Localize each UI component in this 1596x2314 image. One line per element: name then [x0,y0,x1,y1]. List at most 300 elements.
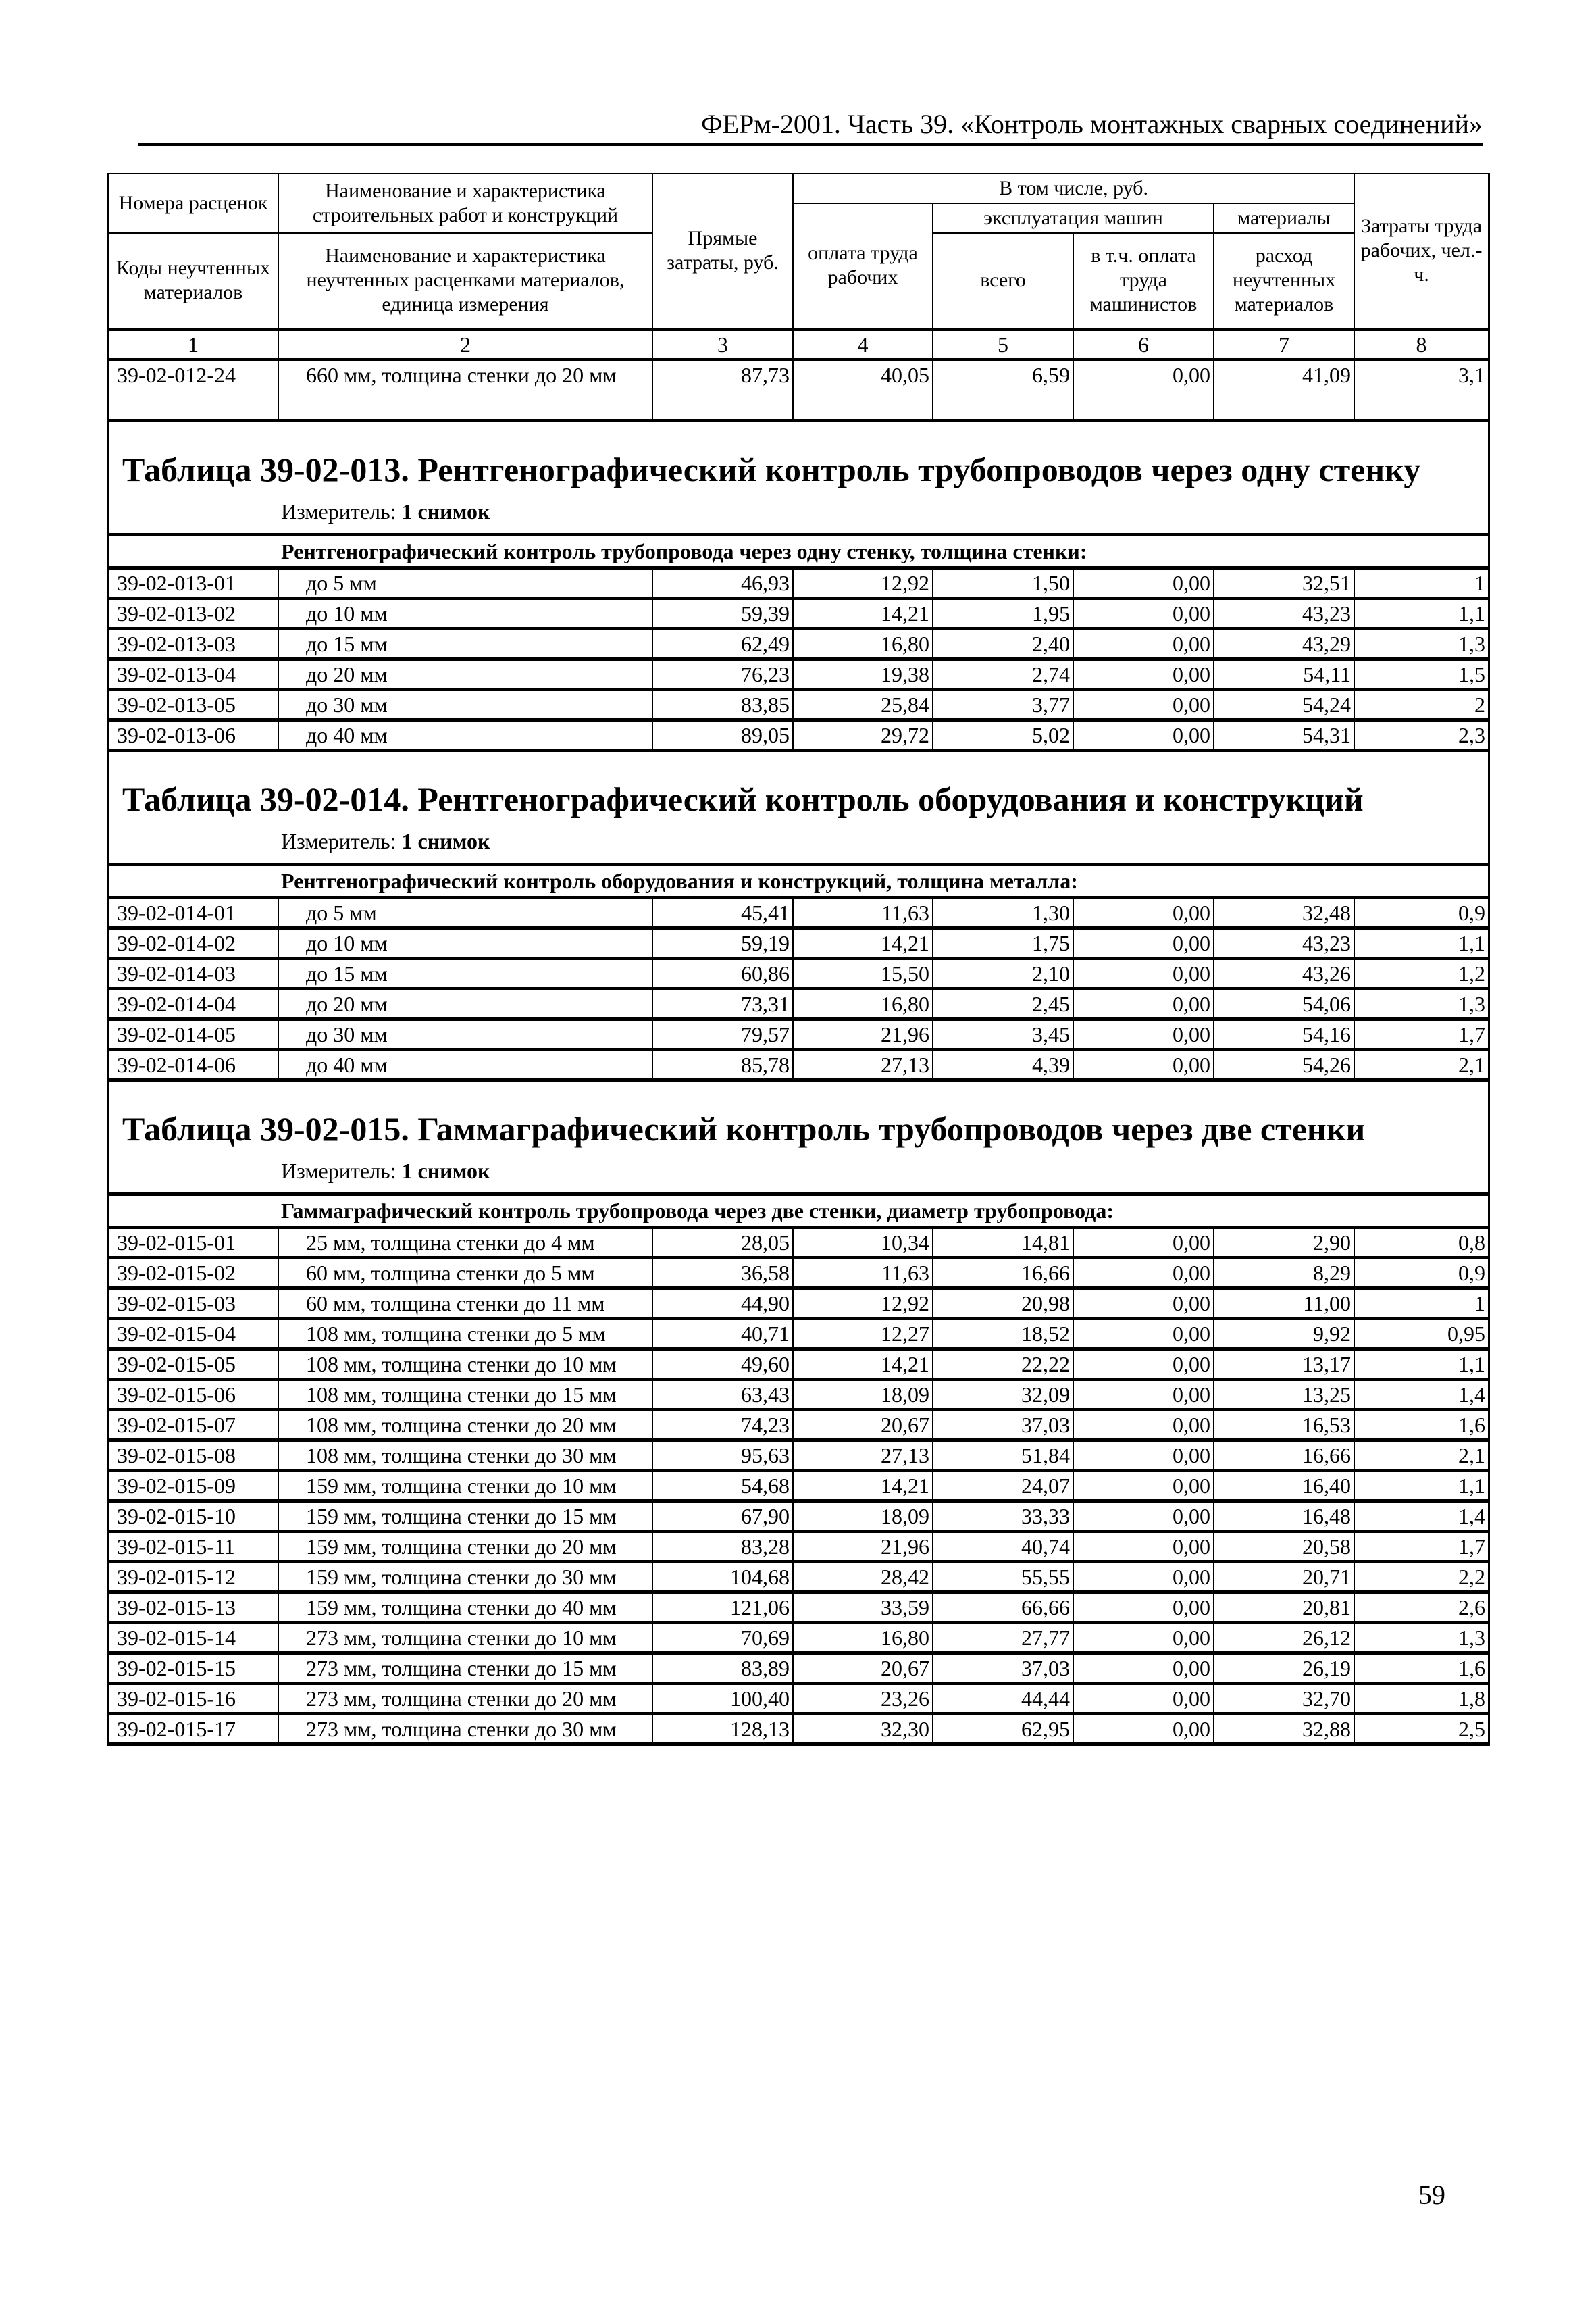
rate-name: до 15 мм [278,958,652,988]
labor-pay: 19,38 [793,659,933,689]
measure-label: Измеритель: [281,499,396,524]
rate-code: 39-02-015-16 [109,1683,278,1713]
measure-line [109,490,1488,533]
rate-code: 39-02-013-01 [109,568,278,598]
page-number: 59 [1418,2180,1445,2210]
machinists-pay: 0,00 [1073,689,1214,720]
labor-pay: 12,27 [793,1318,933,1349]
labor-pay: 16,80 [793,628,933,659]
header-col1-top: Номера расценок [109,174,278,233]
table-subheading-row [109,1194,1488,1227]
rate-name: 108 мм, толщина стенки до 20 мм [278,1409,652,1440]
rate-code: 39-02-015-10 [109,1501,278,1531]
table-row [109,1257,1488,1288]
machinists-pay: 0,00 [1073,1257,1214,1288]
machines-total: 66,66 [933,1592,1073,1622]
rate-name: до 15 мм [278,628,652,659]
direct-costs: 63,43 [652,1379,793,1409]
machinists-pay: 0,00 [1073,1531,1214,1561]
machines-total: 2,40 [933,628,1073,659]
rate-name: 108 мм, толщина стенки до 15 мм [278,1379,652,1409]
materials: 54,06 [1214,988,1354,1019]
direct-costs: 45,41 [652,897,793,928]
rate-code: 39-02-015-12 [109,1561,278,1592]
direct-costs: 74,23 [652,1409,793,1440]
labor-hours: 1,3 [1354,628,1488,659]
header-col1-bottom: Коды неучтенных материалов [109,233,278,329]
labor-pay: 32,30 [793,1713,933,1744]
header-col4: оплата труда рабочих [793,203,933,329]
running-head: ФЕРм-2001. Часть 39. «Контроль монтажных сварных соединений» [701,109,1483,139]
col-number: 4 [793,329,933,359]
table-title: Таблица 39-02-014. Рентгенографический контроль оборудования и конструкций [122,780,1364,818]
labor-hours: 1,2 [1354,958,1488,988]
labor-pay: 40,05 [793,359,933,420]
labor-hours: 1,1 [1354,598,1488,628]
machines-total: 5,02 [933,720,1073,750]
rate-name: до 5 мм [278,897,652,928]
direct-costs: 44,90 [652,1288,793,1318]
labor-pay: 27,13 [793,1049,933,1080]
header-col2-top: Наименование и характеристика строительных работ и конструкций [278,174,652,233]
table-row [109,1501,1488,1531]
direct-costs: 121,06 [652,1592,793,1622]
labor-hours: 0,9 [1354,897,1488,928]
rate-name: 273 мм, толщина стенки до 15 мм [278,1653,652,1683]
labor-hours: 1,7 [1354,1531,1488,1561]
rate-code: 39-02-013-06 [109,720,278,750]
labor-pay: 25,84 [793,689,933,720]
direct-costs: 95,63 [652,1440,793,1470]
labor-hours: 2 [1354,689,1488,720]
col-number: 5 [933,329,1073,359]
table-row [109,598,1488,628]
measure-value: 1 снимок [401,1158,490,1183]
labor-pay: 14,21 [793,928,933,958]
machines-total: 2,74 [933,659,1073,689]
header-col7: расход неучтенных материалов [1214,233,1354,329]
table-row [109,1349,1488,1379]
machinists-pay: 0,00 [1073,1288,1214,1318]
rate-name: 108 мм, толщина стенки до 5 мм [278,1318,652,1349]
materials: 26,19 [1214,1653,1354,1683]
machines-total: 4,39 [933,1049,1073,1080]
rate-name: до 40 мм [278,720,652,750]
machines-total: 51,84 [933,1440,1073,1470]
rate-name: до 30 мм [278,1019,652,1049]
machinists-pay: 0,00 [1073,988,1214,1019]
direct-costs: 49,60 [652,1349,793,1379]
materials: 16,40 [1214,1470,1354,1501]
rate-name: 273 мм, толщина стенки до 20 мм [278,1683,652,1713]
table-row [109,568,1488,598]
labor-hours: 3,1 [1354,359,1488,420]
table-row [109,1409,1488,1440]
table-row [109,659,1488,689]
direct-costs: 87,73 [652,359,793,420]
table-row [109,928,1488,958]
rate-code: 39-02-014-05 [109,1019,278,1049]
labor-hours: 2,2 [1354,1561,1488,1592]
machines-total: 32,09 [933,1379,1073,1409]
labor-hours: 1,7 [1354,1019,1488,1049]
materials: 54,16 [1214,1019,1354,1049]
machines-total: 2,45 [933,988,1073,1019]
col-number: 3 [652,329,793,359]
measure-label: Измеритель: [281,828,396,853]
machinists-pay: 0,00 [1073,720,1214,750]
table-row [109,628,1488,659]
machines-total: 44,44 [933,1683,1073,1713]
materials: 20,71 [1214,1561,1354,1592]
measure-value: 1 снимок [401,499,490,524]
materials: 32,51 [1214,568,1354,598]
materials: 54,31 [1214,720,1354,750]
direct-costs: 62,49 [652,628,793,659]
measure-value: 1 снимок [401,828,490,853]
direct-costs: 60,86 [652,958,793,988]
machines-total: 62,95 [933,1713,1073,1744]
table-title: Таблица 39-02-013. Рентгенографический контроль трубопроводов через одну стенку [122,450,1421,488]
table-row [109,1049,1488,1080]
rate-code: 39-02-015-13 [109,1592,278,1622]
labor-hours: 2,1 [1354,1049,1488,1080]
labor-pay: 14,21 [793,1349,933,1379]
rate-code: 39-02-015-08 [109,1440,278,1470]
machinists-pay: 0,00 [1073,958,1214,988]
rate-name: до 5 мм [278,568,652,598]
rate-code: 39-02-015-15 [109,1653,278,1683]
table-row [109,1318,1488,1349]
table-subheading: Рентгенографический контроль трубопровода через одну стенку, толщина стенки: [109,534,1488,568]
header-col6: в т.ч. оплата труда машинистов [1073,233,1214,329]
rate-code: 39-02-014-03 [109,958,278,988]
labor-hours: 0,8 [1354,1227,1488,1257]
rate-name: до 10 мм [278,928,652,958]
machines-total: 16,66 [933,1257,1073,1288]
materials: 2,90 [1214,1227,1354,1257]
direct-costs: 46,93 [652,568,793,598]
labor-hours: 1,8 [1354,1683,1488,1713]
labor-pay: 20,67 [793,1409,933,1440]
table-row [109,1019,1488,1049]
materials: 16,66 [1214,1440,1354,1470]
rate-code: 39-02-014-01 [109,897,278,928]
rate-name: до 20 мм [278,659,652,689]
table-subheading: Рентгенографический контроль оборудования и конструкций, толщина металла: [109,864,1488,897]
machines-total: 1,50 [933,568,1073,598]
machinists-pay: 0,00 [1073,1440,1214,1470]
labor-pay: 12,92 [793,1288,933,1318]
direct-costs: 59,39 [652,598,793,628]
direct-costs: 83,28 [652,1531,793,1561]
rate-code: 39-02-014-02 [109,928,278,958]
labor-pay: 28,42 [793,1561,933,1592]
labor-hours: 1,5 [1354,659,1488,689]
rates-table [109,173,1488,1746]
machinists-pay: 0,00 [1073,1019,1214,1049]
machinists-pay: 0,00 [1073,1561,1214,1592]
rate-name: 660 мм, толщина стенки до 20 мм [278,359,652,420]
labor-hours: 1,3 [1354,988,1488,1019]
direct-costs: 67,90 [652,1501,793,1531]
labor-pay: 15,50 [793,958,933,988]
machines-total: 1,95 [933,598,1073,628]
machines-total: 40,74 [933,1531,1073,1561]
rate-name: 159 мм, толщина стенки до 20 мм [278,1531,652,1561]
machines-total: 37,03 [933,1653,1073,1683]
rate-name: 159 мм, толщина стенки до 30 мм [278,1561,652,1592]
direct-costs: 54,68 [652,1470,793,1501]
labor-hours: 2,1 [1354,1440,1488,1470]
direct-costs: 83,89 [652,1653,793,1683]
table-section-header [109,420,1488,534]
measure-line [109,820,1488,863]
rate-code: 39-02-015-06 [109,1379,278,1409]
table-row [109,720,1488,750]
machines-total: 1,75 [933,928,1073,958]
labor-pay: 33,59 [793,1592,933,1622]
table-subheading-row [109,534,1488,568]
rate-name: 108 мм, толщина стенки до 10 мм [278,1349,652,1379]
table-title: Таблица 39-02-015. Гаммаграфический контроль трубопроводов через две стенки [122,1109,1366,1148]
materials: 26,12 [1214,1622,1354,1653]
rate-code: 39-02-015-03 [109,1288,278,1318]
col-number: 2 [278,329,652,359]
rate-name: 159 мм, толщина стенки до 15 мм [278,1501,652,1531]
labor-pay: 14,21 [793,1470,933,1501]
labor-hours: 1,1 [1354,928,1488,958]
labor-pay: 16,80 [793,1622,933,1653]
measure-line [109,1149,1488,1192]
rate-name: 273 мм, толщина стенки до 30 мм [278,1713,652,1744]
col-number: 6 [1073,329,1214,359]
table-row [109,1531,1488,1561]
col-number: 1 [109,329,278,359]
header-col5: всего [933,233,1073,329]
rate-name: до 10 мм [278,598,652,628]
machinists-pay: 0,00 [1073,568,1214,598]
machines-total: 1,30 [933,897,1073,928]
machines-total: 55,55 [933,1561,1073,1592]
rate-code: 39-02-013-05 [109,689,278,720]
machinists-pay: 0,00 [1073,628,1214,659]
direct-costs: 100,40 [652,1683,793,1713]
machinists-pay: 0,00 [1073,928,1214,958]
rate-code: 39-02-014-06 [109,1049,278,1080]
materials: 43,26 [1214,958,1354,988]
materials: 32,88 [1214,1713,1354,1744]
rate-code: 39-02-015-14 [109,1622,278,1653]
labor-hours: 2,3 [1354,720,1488,750]
materials: 32,48 [1214,897,1354,928]
rate-name: 159 мм, толщина стенки до 10 мм [278,1470,652,1501]
machinists-pay: 0,00 [1073,598,1214,628]
table-section-header [109,750,1488,864]
rate-code: 39-02-012-24 [109,359,278,420]
machines-total: 24,07 [933,1470,1073,1501]
labor-hours: 1,1 [1354,1470,1488,1501]
header-col2-bottom: Наименование и характеристика неучтенных расценками материалов, единица измерения [278,233,652,329]
table-section-header [109,1080,1488,1194]
table-row [109,1683,1488,1713]
rate-code: 39-02-015-05 [109,1349,278,1379]
direct-costs: 79,57 [652,1019,793,1049]
machinists-pay: 0,00 [1073,1501,1214,1531]
table-row [109,1653,1488,1683]
rate-code: 39-02-015-02 [109,1257,278,1288]
machines-total: 27,77 [933,1622,1073,1653]
table-row [109,1470,1488,1501]
rate-code: 39-02-013-03 [109,628,278,659]
materials: 16,48 [1214,1501,1354,1531]
column-numbers-row [109,329,1488,359]
materials: 9,92 [1214,1318,1354,1349]
labor-pay: 20,67 [793,1653,933,1683]
labor-hours: 0,9 [1354,1257,1488,1288]
machinists-pay: 0,00 [1073,1653,1214,1683]
machines-total: 3,77 [933,689,1073,720]
machines-total: 22,22 [933,1349,1073,1379]
machinists-pay: 0,00 [1073,1409,1214,1440]
labor-pay: 11,63 [793,897,933,928]
rate-code: 39-02-013-02 [109,598,278,628]
table-row [109,1379,1488,1409]
machinists-pay: 0,00 [1073,1622,1214,1653]
rate-name: до 20 мм [278,988,652,1019]
labor-hours: 1 [1354,1288,1488,1318]
rate-code: 39-02-013-04 [109,659,278,689]
labor-pay: 16,80 [793,988,933,1019]
rate-code: 39-02-015-09 [109,1470,278,1501]
labor-pay: 23,26 [793,1683,933,1713]
machinists-pay: 0,00 [1073,1470,1214,1501]
materials: 16,53 [1214,1409,1354,1440]
table-row [109,988,1488,1019]
direct-costs: 40,71 [652,1318,793,1349]
labor-hours: 1,1 [1354,1349,1488,1379]
labor-hours: 1,4 [1354,1379,1488,1409]
direct-costs: 36,58 [652,1257,793,1288]
labor-pay: 18,09 [793,1501,933,1531]
rate-name: 108 мм, толщина стенки до 30 мм [278,1440,652,1470]
direct-costs: 128,13 [652,1713,793,1744]
machines-total: 33,33 [933,1501,1073,1531]
materials: 43,23 [1214,928,1354,958]
machinists-pay: 0,00 [1073,1379,1214,1409]
rate-name: 273 мм, толщина стенки до 10 мм [278,1622,652,1653]
table-row [109,1288,1488,1318]
labor-hours: 1,3 [1354,1622,1488,1653]
rate-code: 39-02-015-07 [109,1409,278,1440]
machines-total: 3,45 [933,1019,1073,1049]
table-row [109,1440,1488,1470]
materials: 41,09 [1214,359,1354,420]
labor-pay: 21,96 [793,1531,933,1561]
col-number: 7 [1214,329,1354,359]
rate-code: 39-02-015-01 [109,1227,278,1257]
direct-costs: 104,68 [652,1561,793,1592]
labor-pay: 11,63 [793,1257,933,1288]
materials: 13,17 [1214,1349,1354,1379]
header-rule [138,143,1483,146]
direct-costs: 59,19 [652,928,793,958]
table-row [109,1592,1488,1622]
labor-pay: 14,21 [793,598,933,628]
direct-costs: 73,31 [652,988,793,1019]
header-col8: Затраты труда рабочих, чел.-ч. [1354,174,1488,329]
machines-total: 37,03 [933,1409,1073,1440]
machinists-pay: 0,00 [1073,1713,1214,1744]
rate-name: 25 мм, толщина стенки до 4 мм [278,1227,652,1257]
header-machines-label: эксплуатация машин [933,203,1214,233]
direct-costs: 83,85 [652,689,793,720]
table-row [109,689,1488,720]
table-subheading-row [109,864,1488,897]
rate-name: 60 мм, толщина стенки до 11 мм [278,1288,652,1318]
materials: 8,29 [1214,1257,1354,1288]
machinists-pay: 0,00 [1073,1683,1214,1713]
labor-hours: 1 [1354,568,1488,598]
machinists-pay: 0,00 [1073,659,1214,689]
direct-costs: 70,69 [652,1622,793,1653]
table-row [109,958,1488,988]
labor-pay: 10,34 [793,1227,933,1257]
machinists-pay: 0,00 [1073,1049,1214,1080]
header-materials-label: материалы [1214,203,1354,233]
machinists-pay: 0,00 [1073,897,1214,928]
direct-costs: 89,05 [652,720,793,750]
header-group-label: В том числе, руб. [793,174,1354,203]
labor-pay: 18,09 [793,1379,933,1409]
materials: 20,58 [1214,1531,1354,1561]
materials: 32,70 [1214,1683,1354,1713]
materials: 43,23 [1214,598,1354,628]
labor-hours: 1,6 [1354,1653,1488,1683]
labor-hours: 2,5 [1354,1713,1488,1744]
direct-costs: 28,05 [652,1227,793,1257]
machines-total: 18,52 [933,1318,1073,1349]
header-col3: Прямые затраты, руб. [652,174,793,329]
machines-total: 6,59 [933,359,1073,420]
rate-name: 159 мм, толщина стенки до 40 мм [278,1592,652,1622]
materials: 54,24 [1214,689,1354,720]
table-row [109,359,1488,420]
labor-pay: 12,92 [793,568,933,598]
table-row [109,1622,1488,1653]
rate-code: 39-02-015-04 [109,1318,278,1349]
machines-total: 14,81 [933,1227,1073,1257]
measure-label: Измеритель: [281,1158,396,1183]
table-subheading: Гаммаграфический контроль трубопровода через две стенки, диаметр трубопровода: [109,1194,1488,1227]
machines-total: 20,98 [933,1288,1073,1318]
materials: 54,26 [1214,1049,1354,1080]
machinists-pay: 0,00 [1073,1318,1214,1349]
materials: 43,29 [1214,628,1354,659]
table-row [109,897,1488,928]
machinists-pay: 0,00 [1073,1349,1214,1379]
labor-hours: 0,95 [1354,1318,1488,1349]
machinists-pay: 0,00 [1073,359,1214,420]
labor-pay: 27,13 [793,1440,933,1470]
direct-costs: 76,23 [652,659,793,689]
labor-hours: 1,6 [1354,1409,1488,1440]
labor-pay: 29,72 [793,720,933,750]
rate-name: до 30 мм [278,689,652,720]
materials: 11,00 [1214,1288,1354,1318]
rate-name: 60 мм, толщина стенки до 5 мм [278,1257,652,1288]
labor-pay: 21,96 [793,1019,933,1049]
